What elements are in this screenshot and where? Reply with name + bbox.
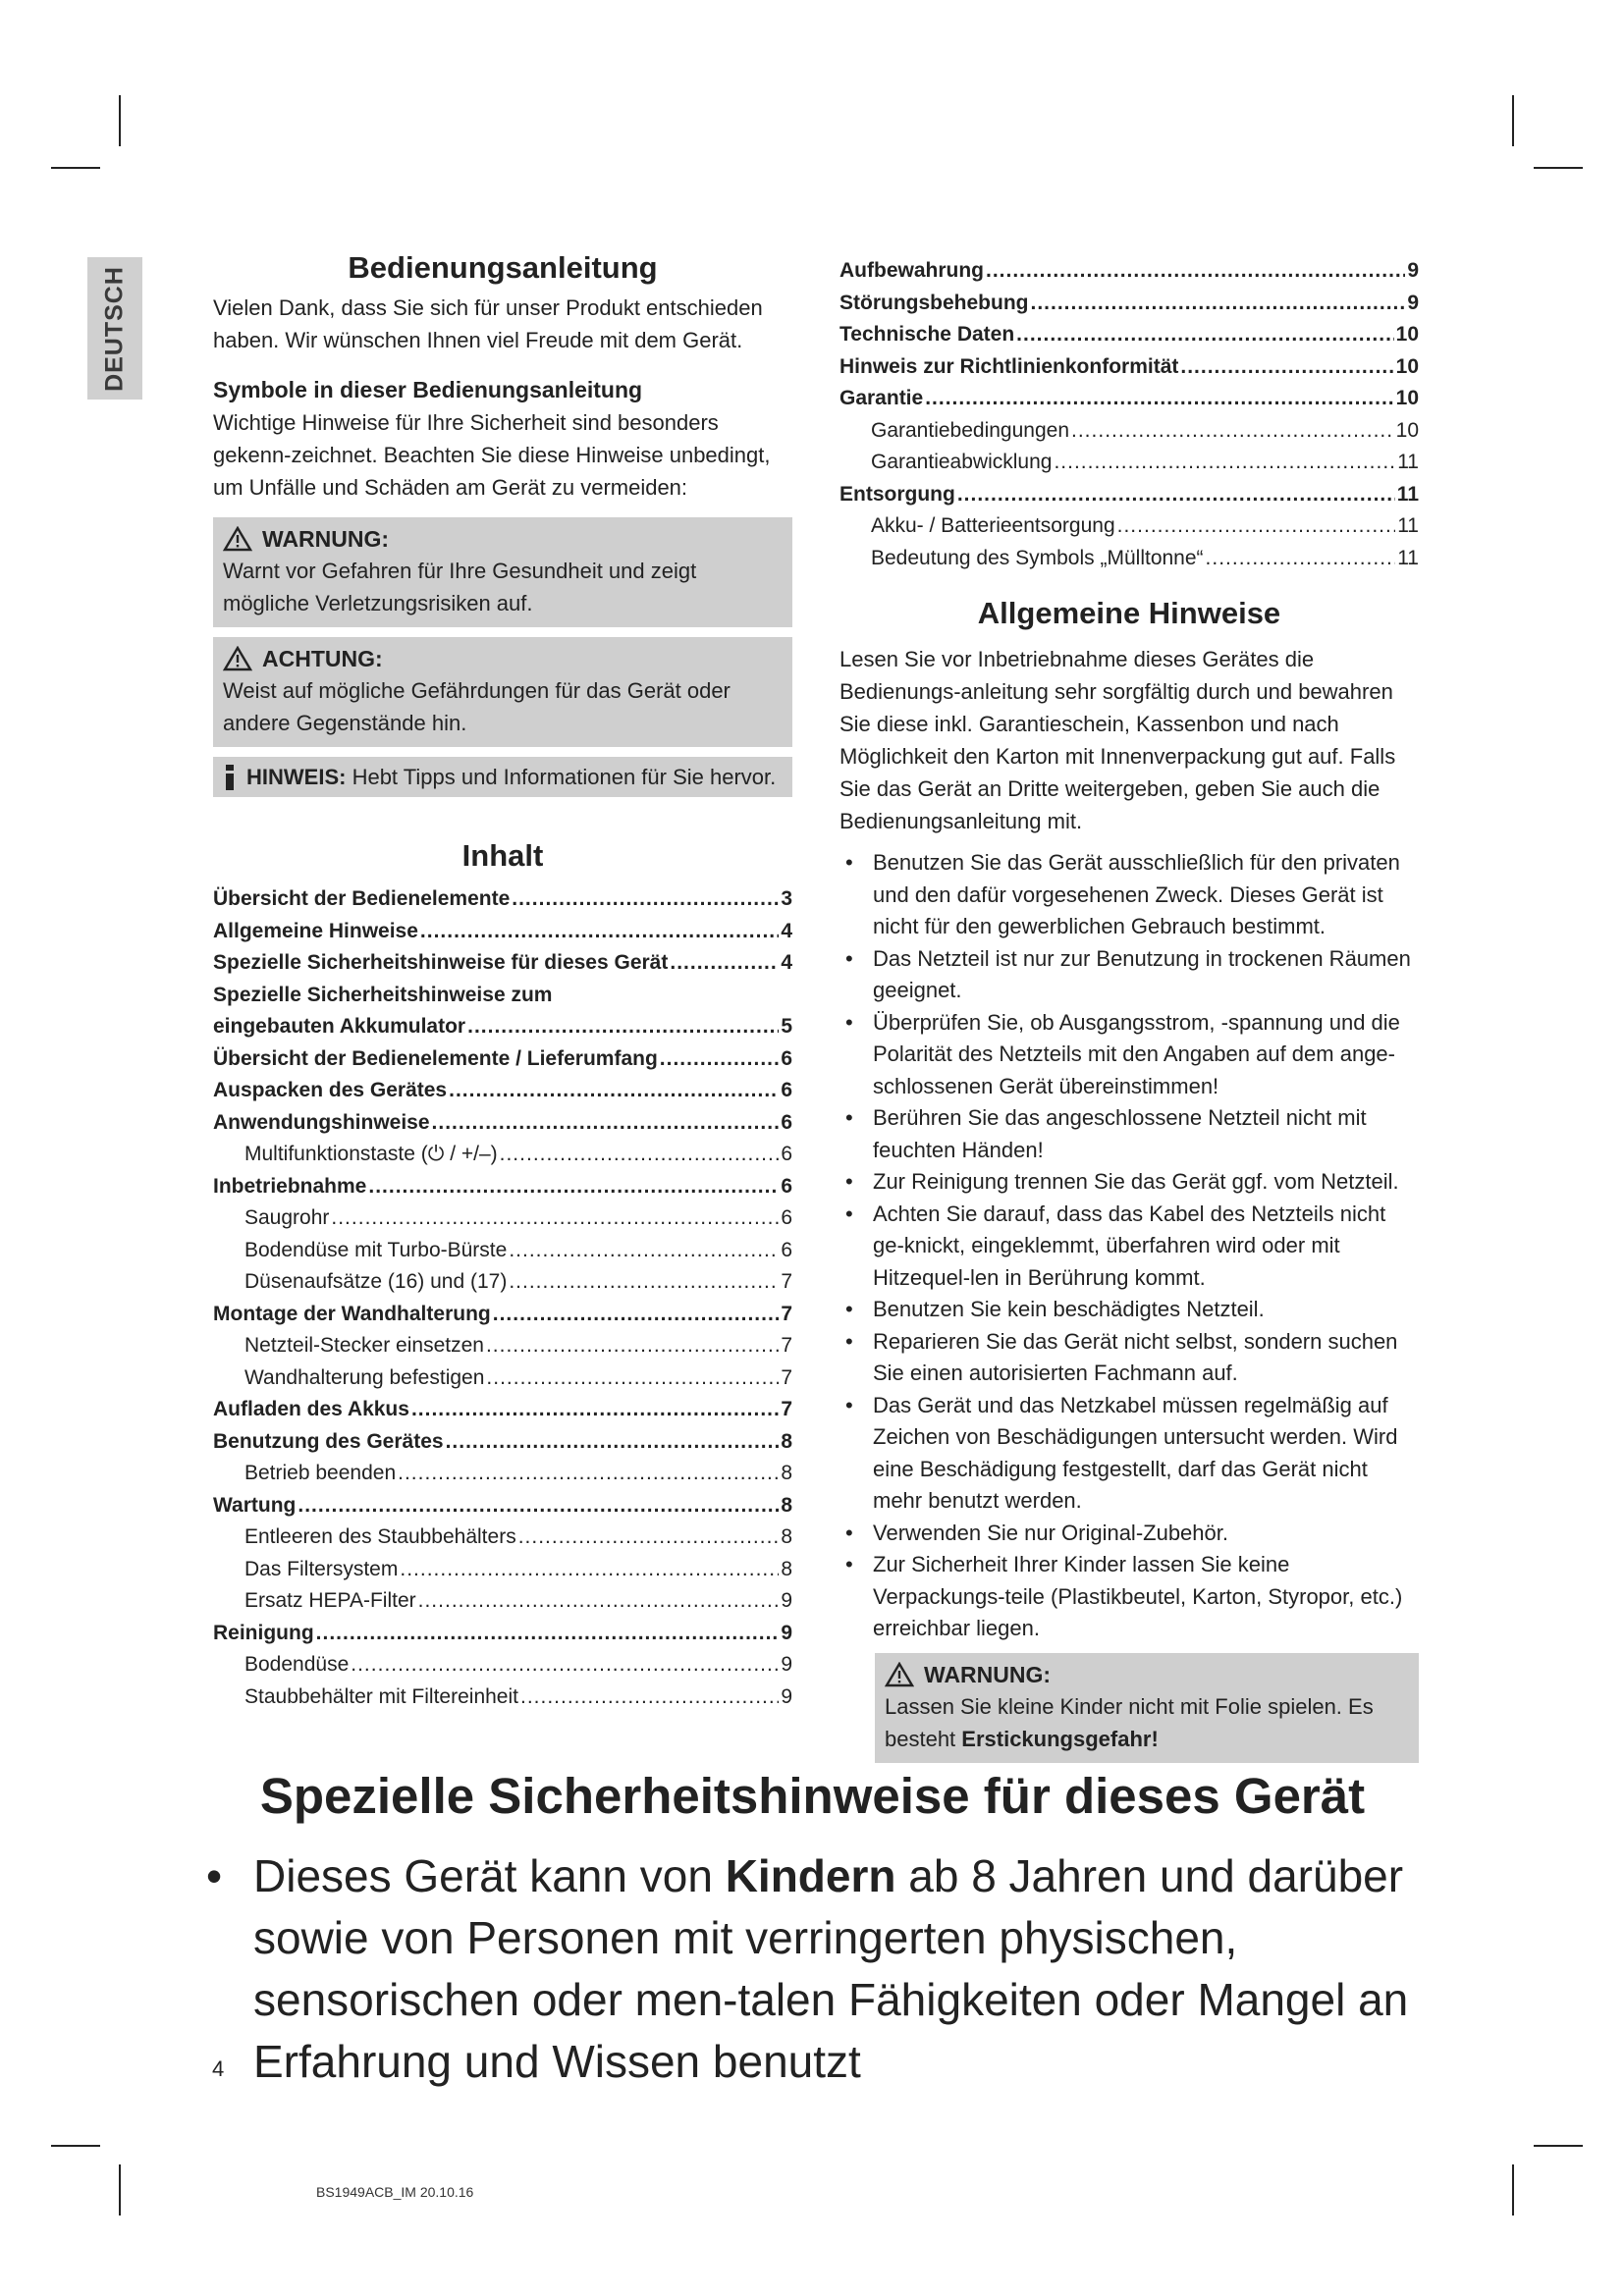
toc-entry-page: 11 (1397, 451, 1419, 473)
toc-leader-dots (331, 1202, 779, 1235)
toc-entry-label: Anwendungshinweise (213, 1110, 430, 1134)
toc-entry-label: Spezielle Sicherheitshinweise zum (213, 983, 553, 1006)
toc-leader-dots (486, 1330, 779, 1362)
toc-entry (213, 1011, 792, 1043)
toc-entry-label: Akku- / Batterieentsorgung (871, 514, 1115, 537)
general-notes-intro: Lesen Sie vor Inbetriebnahme dieses Gerätes die Bedienungs-anleitung sehr sorgfältig durch und bewahren Sie diese inkl. Garantieschein, Kassenbon und nach Möglichkeit den Karton mit Innenverpackung gut auf. Falls Sie das Gerät an Dritte weitergeben, geben Sie auch die Bedienungsanleitung mit. (839, 647, 1396, 833)
warning-emphasis: Erstickungsgefahr! (961, 1726, 1159, 1751)
toc-entry (839, 510, 1419, 543)
list-item: • Benutzen Sie kein beschädigtes Netzteil. (839, 1294, 1419, 1326)
toc-entry-page: 9 (781, 1653, 792, 1676)
toc-entry-label: Multifunktionstaste (⏻ / +/–) (244, 1143, 498, 1165)
symbols-heading: Symbole in dieser Bedienungsanleitung (213, 377, 643, 402)
toc-leader-dots (298, 1490, 779, 1522)
toc-entry-page: 4 (781, 951, 792, 974)
toc-leader-dots (493, 1299, 780, 1331)
hint-box (213, 757, 792, 797)
caution-icon (223, 646, 252, 671)
toc-leader-dots (446, 1426, 780, 1459)
toc-entry-label: Allgemeine Hinweise (213, 919, 418, 942)
toc-entry-label: Wartung (213, 1493, 297, 1517)
toc-entry-page: 7 (781, 1398, 792, 1420)
toc-entry-label: Ersatz HEPA-Filter (244, 1589, 416, 1612)
toc-leader-dots (520, 1682, 779, 1714)
toc-entry-label: Garantiebedingungen (871, 418, 1070, 442)
intro-text: Vielen Dank, dass Sie sich für unser Produkt entschieden haben. Wir wünschen Ihnen viel Freude mit dem Gerät. (213, 295, 763, 352)
toc-entry-page: 10 (1395, 323, 1419, 346)
toc-entry (213, 1618, 792, 1650)
toc-leader-dots (500, 1139, 780, 1171)
right-column (839, 255, 1419, 1763)
toc-entry-label: Bodendüse (244, 1653, 350, 1676)
toc-entry-label: Garantie (839, 387, 924, 409)
toc-entry-page: 7 (781, 1302, 792, 1325)
toc-leader-dots (368, 1171, 779, 1203)
toc-leader-dots (420, 916, 779, 948)
toc-leader-dots (1016, 319, 1393, 351)
general-notes-title: Allgemeine Hinweise (977, 596, 1281, 630)
toc-entry-page: 6 (781, 1046, 792, 1070)
bullet-emphasis: Kindern (725, 1850, 896, 1901)
toc-leader-dots (418, 1585, 780, 1618)
toc-entry-page: 3 (781, 887, 792, 910)
list-item: • Berühren Sie das angeschlossene Netzteil nicht mit feuchten Händen! (839, 1102, 1419, 1166)
list-item: • Benutzen Sie das Gerät ausschließlich für den privaten und den dafür vorgesehenen Zweck. Dieses Gerät ist nicht für den gewerblichen Gebrauch bestimmt. (839, 847, 1419, 943)
warning-title: WARNUNG: (924, 1661, 1052, 1687)
toc-entry-page: 9 (781, 1589, 792, 1612)
list-item: • Zur Reinigung trennen Sie das Gerät ggf. vom Netzteil. (839, 1166, 1419, 1199)
toc-entry-label: Wandhalterung befestigen (244, 1365, 485, 1389)
toc-entry (213, 1362, 792, 1395)
toc-entry-label: Bodendüse mit Turbo-Bürste (244, 1238, 508, 1261)
language-tab (87, 257, 142, 400)
toc-entry-page: 7 (781, 1334, 792, 1357)
toc-entry (213, 1522, 792, 1554)
toc-entry (213, 1682, 792, 1714)
toc-entry-page: 8 (781, 1557, 792, 1580)
toc-entry (839, 447, 1419, 479)
toc-entry-page: 9 (781, 1684, 792, 1708)
toc-entry-label: Saugrohr (244, 1206, 330, 1229)
toc-entry-page: 10 (1395, 387, 1419, 409)
toc-entry-label: Entsorgung (839, 482, 955, 506)
toc-entry-page: 8 (781, 1429, 792, 1453)
toc-entry (213, 1266, 792, 1299)
toc-entry (213, 1490, 792, 1522)
toc-entry (839, 383, 1419, 415)
toc-entry-label: Aufbewahrung (839, 259, 984, 282)
manual-title: Bedienungsanleitung (348, 250, 658, 285)
toc-entry-page: 11 (1396, 482, 1419, 506)
toc-entry-page: 4 (781, 919, 792, 942)
toc-entry (839, 543, 1419, 575)
crop-mark (1534, 2145, 1583, 2147)
warning-box-children (875, 1653, 1419, 1763)
toc-entry (839, 319, 1419, 351)
toc-leader-dots (316, 1618, 780, 1650)
toc-entry (213, 1649, 792, 1682)
left-column (213, 250, 792, 1713)
toc-entry (213, 883, 792, 916)
toc-leader-dots (449, 1075, 779, 1107)
section-heading: Spezielle Sicherheitshinweise für dieses Gerät (259, 1768, 1366, 1824)
toc-entry-label: Spezielle Sicherheitshinweise für dieses Gerät (213, 951, 669, 974)
toc-leader-dots (1180, 351, 1393, 384)
toc-entry (213, 1043, 792, 1076)
toc-entry-label: Betrieb beenden (244, 1462, 397, 1484)
warning-title: WARNUNG: (262, 526, 390, 552)
bullet-text: Dieses Gerät kann von (253, 1850, 726, 1901)
toc-entry-page: 9 (1407, 291, 1419, 314)
toc-entry (213, 1075, 792, 1107)
toc-entry-label: Düsenaufsätze (16) und (17) (244, 1270, 508, 1293)
toc-entry (213, 1585, 792, 1618)
toc-entry-label: Aufladen des Akkus (213, 1398, 409, 1420)
toc-entry-page: 9 (1407, 259, 1419, 282)
toc-entry (839, 479, 1419, 511)
list-item: • Verwenden Sie nur Original-Zubehör. (839, 1518, 1419, 1550)
toc-entry-label: Reinigung (213, 1621, 314, 1644)
toc-entry (213, 1458, 792, 1490)
toc-entry (839, 288, 1419, 320)
toc-entry (213, 947, 792, 980)
list-item: • Achten Sie darauf, dass das Kabel des Netzteils nicht ge-knickt, eingeklemmt, überfahren wird oder mit Hitzequel-len in Berührung kommt. (839, 1199, 1419, 1295)
contents-title: Inhalt (461, 838, 544, 873)
crop-mark (51, 2145, 100, 2147)
toc-leader-dots (1054, 447, 1395, 479)
toc-entry (213, 1299, 792, 1331)
toc-entry-label: Das Filtersystem (244, 1557, 399, 1580)
toc-entry (213, 1202, 792, 1235)
hint-title: HINWEIS: (246, 765, 347, 789)
hint-text: Hebt Tipps und Informationen für Sie hervor. (352, 765, 777, 789)
toc-entry-page: 10 (1395, 418, 1419, 442)
warning-icon (885, 1662, 914, 1687)
toc-entry-label: Staubbehälter mit Filtereinheit (244, 1684, 518, 1708)
toc-entry-label: Benutzung des Gerätes (213, 1429, 444, 1453)
info-icon (223, 765, 237, 790)
toc-entry-page: 7 (781, 1270, 792, 1293)
toc-entry (213, 1554, 792, 1586)
toc-leader-dots (398, 1458, 779, 1490)
toc-leader-dots (986, 255, 1405, 288)
section-bullet (206, 1845, 1483, 2093)
toc-entry-label: Entleeren des Staubbehälters (244, 1525, 516, 1548)
toc-leader-dots (670, 947, 779, 980)
toc-entry-label: Montage der Wandhalterung (213, 1302, 491, 1325)
toc-entry-label: Auspacken des Gerätes (213, 1079, 448, 1101)
warning-text: Warnt vor Gefahren für Ihre Gesundheit und zeigt mögliche Verletzungsrisiken auf. (223, 559, 697, 615)
toc-leader-dots (925, 383, 1393, 415)
toc-entry (213, 1235, 792, 1267)
toc-entry (839, 255, 1419, 288)
crop-mark (119, 95, 121, 146)
toc-leader-dots (957, 479, 1395, 511)
toc-entry (213, 1330, 792, 1362)
crop-mark (1534, 167, 1583, 169)
toc-leader-dots (1071, 415, 1394, 448)
toc-entry-label: Netzteil-Stecker einsetzen (244, 1334, 484, 1357)
toc-entry-label: Störungsbehebung (839, 291, 1029, 314)
toc-leader-dots (432, 1107, 780, 1140)
toc-entry-page: 6 (781, 1143, 792, 1165)
toc-entry-page: 10 (1395, 354, 1419, 378)
toc-leader-dots (518, 1522, 780, 1554)
toc-entry-page: 6 (781, 1206, 792, 1229)
toc-leader-dots (1031, 288, 1406, 320)
toc-leader-dots (1206, 543, 1396, 575)
toc-leader-dots (400, 1554, 779, 1586)
toc-entry-label: Übersicht der Bedienelemente (213, 887, 511, 910)
table-of-contents-continued (839, 255, 1419, 574)
page-number: 4 (212, 2056, 225, 2081)
list-item: • Überprüfen Sie, ob Ausgangsstrom, -spannung und die Polarität des Netzteils mit den Angaben auf dem ange-schlossenen Gerät übereinstimmen! (839, 1007, 1419, 1103)
warning-box (213, 517, 792, 627)
toc-entry-label: Hinweis zur Richtlinienkonformität (839, 354, 1179, 378)
list-item: • Das Netzteil ist nur zur Benutzung in trockenen Räumen geeignet. (839, 943, 1419, 1007)
toc-entry (213, 916, 792, 948)
toc-leader-dots (467, 1011, 779, 1043)
print-code: BS1949ACB_IM 20.10.16 (316, 2184, 474, 2200)
bullet-text-cont: ab 8 Jahren und darüber sowie von Personen mit verringerten physischen, sensorischen oder men-talen Fähigkeiten oder Mangel an Erfahrung und Wissen benutzt (253, 1850, 1409, 2087)
toc-entry-label: eingebauten Akkumulator (213, 1015, 466, 1038)
toc-entry (213, 1426, 792, 1459)
toc-entry (213, 980, 792, 1012)
warning-icon (223, 526, 252, 552)
toc-leader-dots (509, 1266, 779, 1299)
caution-title: ACHTUNG: (262, 646, 383, 671)
toc-entry-page: 8 (781, 1525, 792, 1548)
symbols-text: Wichtige Hinweise für Ihre Sicherheit sind besonders gekenn-zeichnet. Beachten Sie diese Hinweise unbedingt, um Unfälle und Schäden am Gerät zu vermeiden: (213, 410, 771, 500)
toc-entry-page: 6 (781, 1110, 792, 1134)
crop-mark (1512, 95, 1514, 146)
warning-text: Lassen Sie kleine Kinder nicht mit Folie spielen. Es besteht (885, 1693, 1374, 1751)
crop-mark (1512, 2164, 1514, 2216)
toc-entry-page: 6 (781, 1238, 792, 1261)
toc-entry (213, 1107, 792, 1140)
toc-entry-page: 8 (781, 1462, 792, 1484)
list-item: • Zur Sicherheit Ihrer Kinder lassen Sie keine Verpackungs-teile (Plastikbeutel, Karton, Styropor, etc.) erreichbar liegen. (839, 1549, 1419, 1645)
toc-entry-page: 6 (781, 1079, 792, 1101)
table-of-contents (213, 883, 792, 1713)
toc-entry-page: 7 (781, 1365, 792, 1389)
toc-entry-label: Garantieabwicklung (871, 451, 1053, 473)
toc-entry-label: Übersicht der Bedienelemente / Lieferumfang (213, 1046, 658, 1070)
list-item: • Das Gerät und das Netzkabel müssen regelmäßig auf Zeichen von Beschädigungen untersucht werden. Wird eine Beschädigung festgestellt, darf das Gerät nicht mehr benutzt werden. (839, 1390, 1419, 1518)
toc-entry-page: 5 (781, 1015, 792, 1038)
list-item: • Reparieren Sie das Gerät nicht selbst, sondern suchen Sie einen autorisierten Fachmann auf. (839, 1326, 1419, 1390)
toc-entry-page: 9 (781, 1621, 792, 1644)
caution-text: Weist auf mögliche Gefährdungen für das Gerät oder andere Gegenstände hin. (223, 678, 731, 735)
toc-leader-dots (660, 1043, 780, 1076)
toc-entry-page: 6 (781, 1174, 792, 1198)
toc-leader-dots (411, 1394, 779, 1426)
caution-box (213, 637, 792, 747)
language-tab-label: DEUTSCH (100, 265, 129, 392)
toc-entry-page: 8 (781, 1493, 792, 1517)
toc-entry (213, 1139, 792, 1171)
toc-entry (839, 351, 1419, 384)
toc-entry-page: 11 (1397, 546, 1419, 569)
bullet-marker: • (206, 1850, 223, 1901)
toc-leader-dots (509, 1235, 779, 1267)
toc-leader-dots (351, 1649, 779, 1682)
toc-entry-page: 11 (1397, 514, 1419, 537)
toc-leader-dots (512, 883, 779, 916)
toc-leader-dots (1117, 510, 1396, 543)
toc-entry (213, 1394, 792, 1426)
toc-entry-label: Bedeutung des Symbols „Mülltonne“ (871, 546, 1204, 569)
safety-list (839, 847, 1419, 1645)
crop-mark (51, 167, 100, 169)
toc-entry-label: Technische Daten (839, 323, 1015, 346)
toc-entry (213, 1171, 792, 1203)
toc-leader-dots (486, 1362, 779, 1395)
crop-mark (119, 2164, 121, 2216)
toc-entry-label: Inbetriebnahme (213, 1174, 367, 1198)
toc-entry (839, 415, 1419, 448)
